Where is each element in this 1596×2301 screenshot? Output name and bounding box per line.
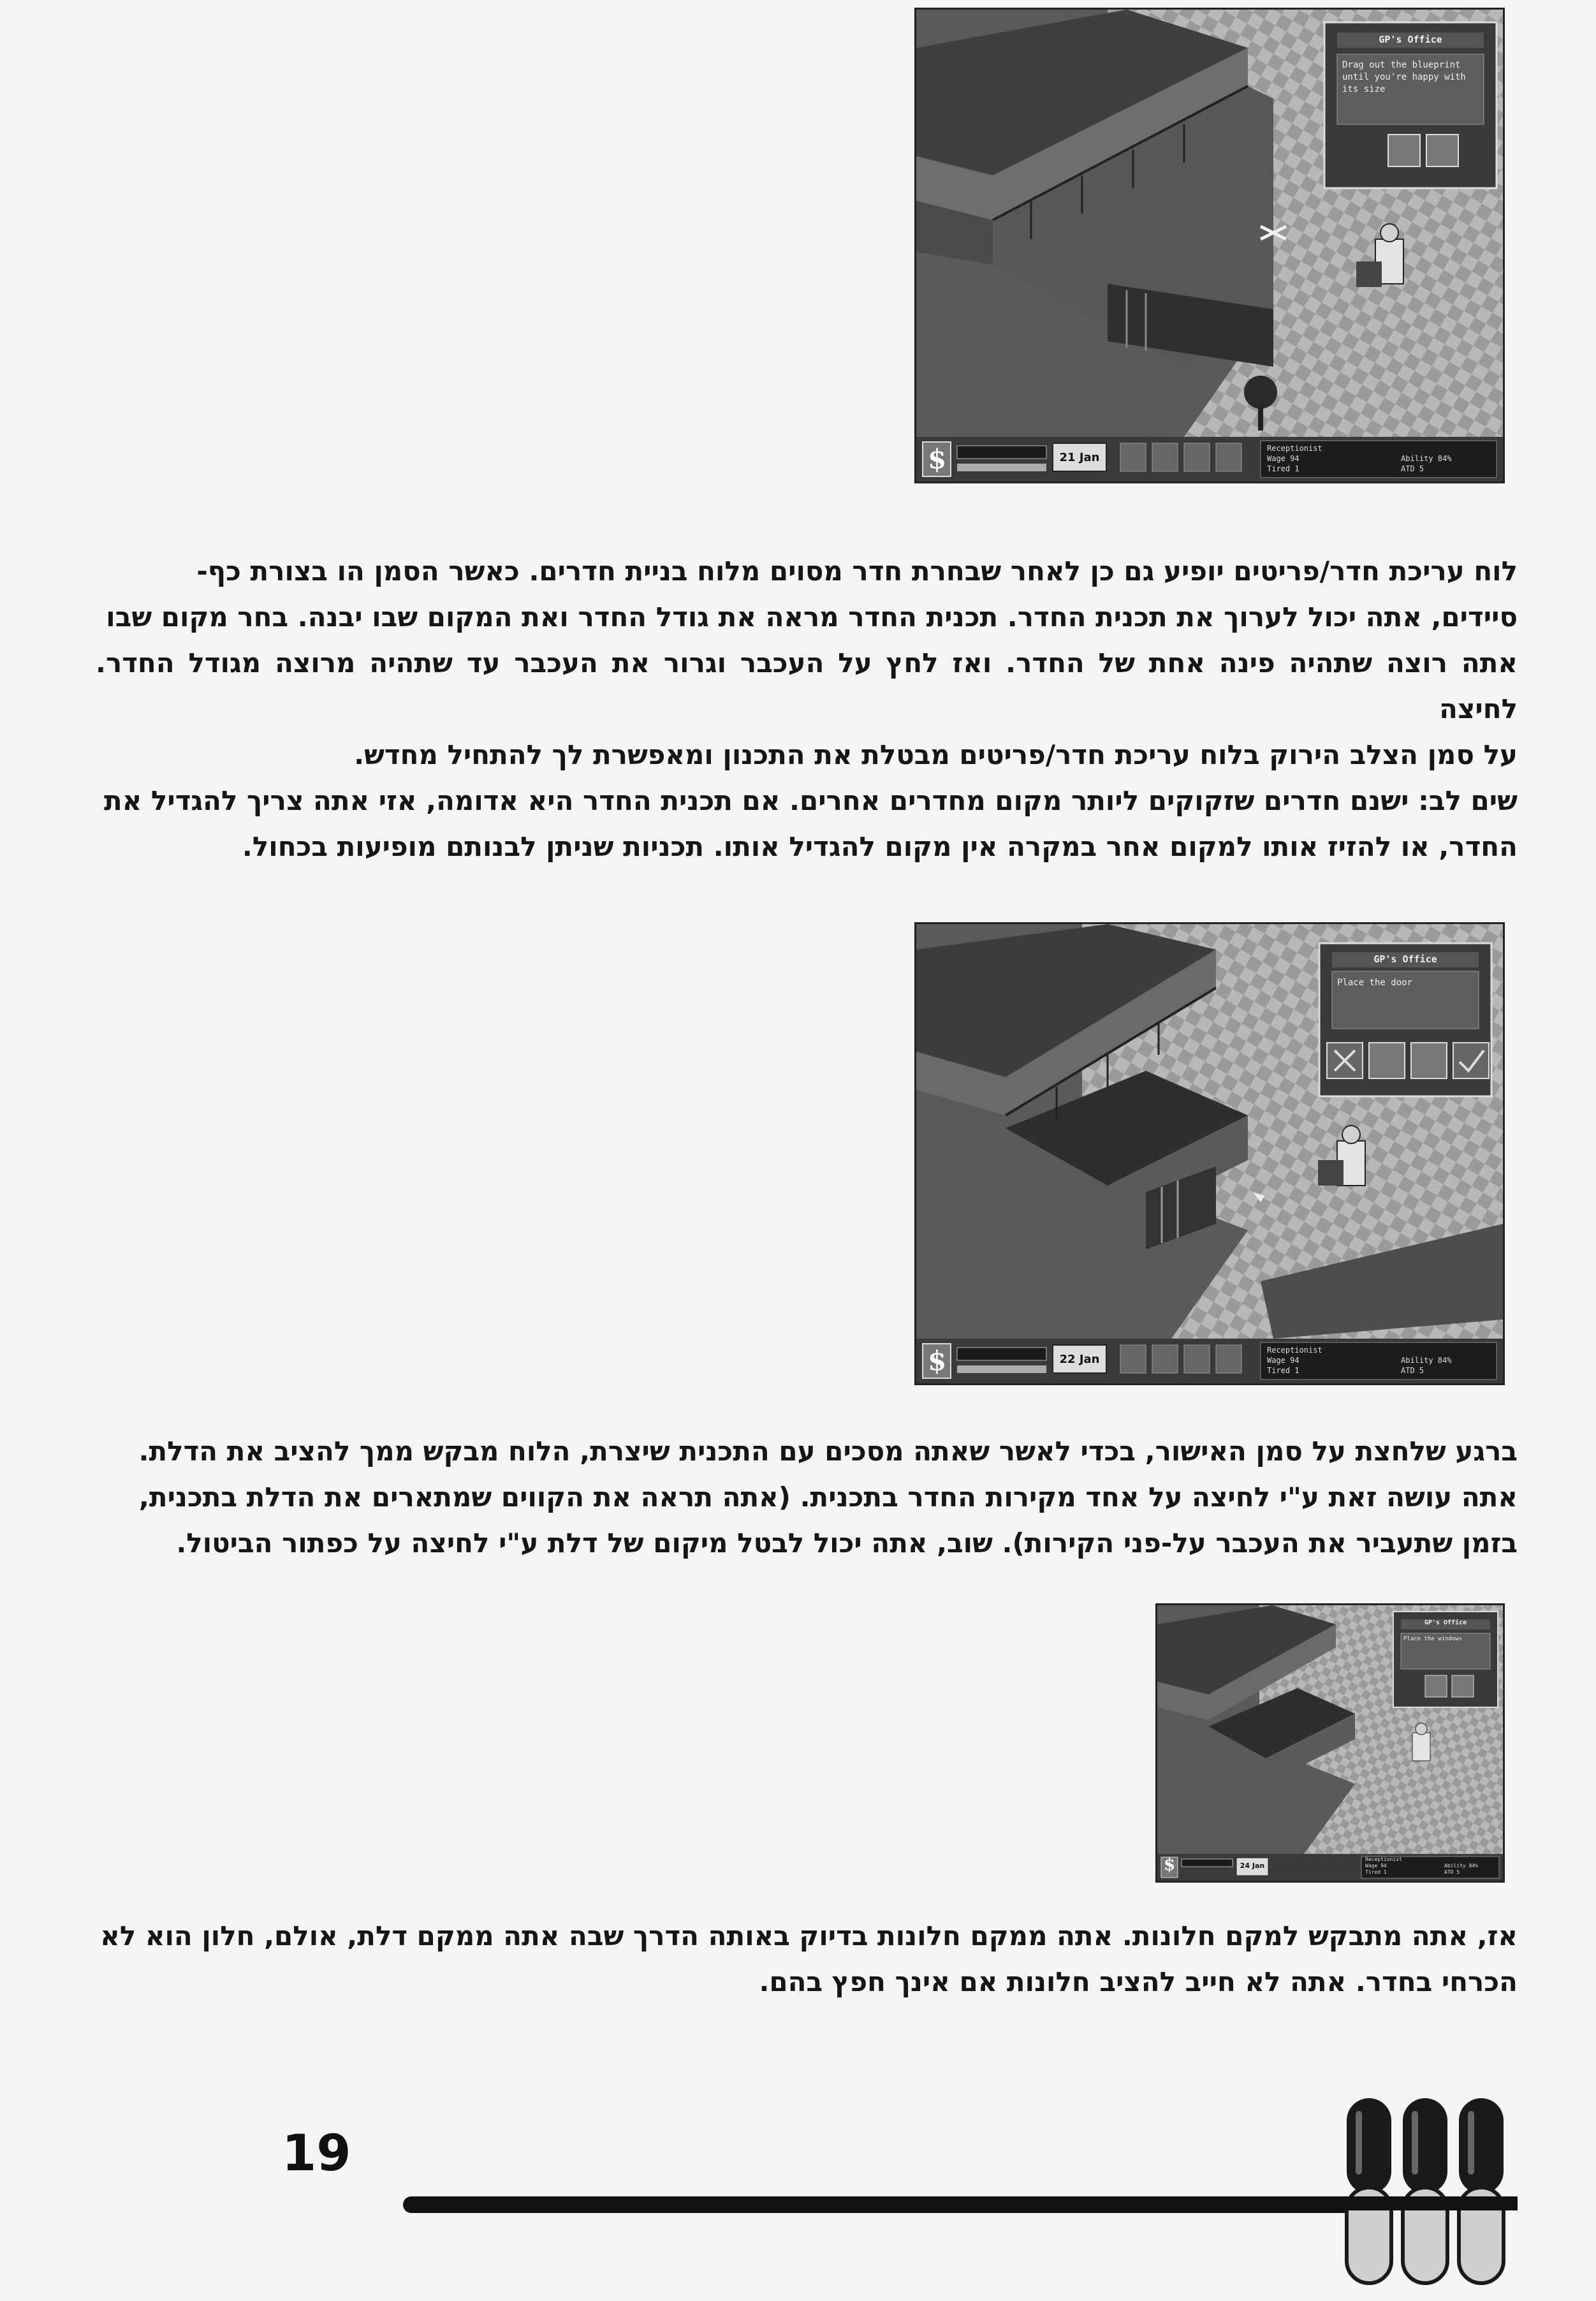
capsule-pills-icon (1339, 2092, 1530, 2296)
money-icon[interactable]: $ (928, 443, 947, 474)
panel-instructions: Place the windows (1403, 1636, 1463, 1642)
page-number: 19 (282, 2125, 351, 2182)
panel-instructions: Place the door (1337, 978, 1413, 988)
paragraph-room-editing (96, 548, 1518, 870)
staff-status-left: Receptionist Wage 94 Tired 1 (1267, 444, 1322, 473)
money-icon[interactable]: $ (928, 1345, 947, 1376)
game-screenshot-2 (914, 922, 1505, 1385)
game-screenshot-1 (914, 8, 1505, 483)
game-screenshot-3 (1155, 1603, 1505, 1883)
staff-status-left: Receptionist Wage 94 Tired 1 (1267, 1346, 1322, 1375)
staff-icon[interactable] (1452, 1675, 1474, 1697)
blueprint-icon[interactable] (1425, 1675, 1447, 1697)
text-line: על סמן הצלב הירוק בלוח עריכת חדר/פריטים מבטלת את התכנון ומאפשרת לך להתחיל מחדש. (354, 739, 1518, 770)
text-line: אתה עושה זאת ע"י לחיצה על אחד מקירות החדר בתכנית. (אתה תראה את הקווים שמתארים את הדלת בתכנית, (138, 1481, 1518, 1513)
date-display: 24 Jan (1240, 1862, 1265, 1870)
text-line: ברגע שלחצת על סמן האישור, בכדי לאשר שאתה מסכים עם התכנית שיצרת, הלוח מבקש ממך להציב את הדלת. (138, 1436, 1518, 1467)
text-line: הכרחי בחדר. אתה לא חייב להציב חלונות אם אינך חפץ בהם. (759, 1966, 1518, 1997)
panel-title: GP's Office (1373, 953, 1437, 965)
isometric-hospital-view (916, 924, 1503, 1383)
staff-icon[interactable] (1411, 1043, 1447, 1078)
paragraph-door-placement (96, 1429, 1518, 1566)
staff-status-right: Ability 84% ATD 5 (1401, 454, 1452, 473)
text-line: לוח עריכת חדר/פריטים יופיע גם כן לאחר שבחרת חדר מסוים מלוח בניית חדרים. כאשר הסמן הו בצורת כף- (196, 555, 1518, 587)
text-line: אז, אתה מתבקש למקם חלונות. אתה ממקם חלונות בדיוק באותה הדרך שבה אתה ממקם דלת, אולם, חלון הוא לא (100, 1920, 1518, 1952)
staff-status-right: Ability 84% ATD 5 (1401, 1356, 1452, 1375)
text-line: שים לב: ישנם חדרים שזקוקים ליותר מקום מחדרים אחרים. אם תכנית החדר היא אדומה, אזי אתה צריך להגדיל את (104, 785, 1518, 816)
blueprint-icon[interactable] (1388, 135, 1420, 166)
money-icon[interactable]: $ (1164, 1855, 1176, 1874)
panel-title: GP's Office (1379, 34, 1442, 45)
text-line: החדר, או להזיז אותו למקום אחר במקרה אין מקום להגדיל אותו. תכניות שניתן לבנותם מופיעות בכחול. (242, 831, 1518, 862)
panel-title: GP's Office (1424, 1619, 1467, 1626)
date-display: 22 Jan (1059, 1353, 1100, 1366)
footer-rule (403, 2196, 1366, 2213)
text-line: סיידים, אתה יכול לערוך את תכנית החדר. תכנית החדר מראה את גודל החדר ואת המקום שבו יבנה. בחר מקום שבו (106, 601, 1518, 633)
staff-status-left: Receptionist Wage 94 Tired 1 (1365, 1856, 1402, 1875)
staff-icon[interactable] (1426, 135, 1458, 166)
text-line: אתה רוצה שתהיה פינה אחת של החדר. ואז לחץ על העכבר וגרור את העכבר עד שתהיה מרוצה מגודל החדר. לחיצה (96, 647, 1518, 724)
paragraph-window-placement (96, 1913, 1518, 2005)
staff-status-right: Ability 84% ATD 5 (1444, 1863, 1478, 1875)
isometric-hospital-view (1157, 1605, 1503, 1881)
blueprint-icon[interactable] (1369, 1043, 1405, 1078)
panel-instructions: Drag out the blueprint until you're happy with its size (1342, 60, 1466, 94)
text-line: בזמן שתעביר את העכבר על-פני הקירות). שוב, אתה יכול לבטל מיקום של דלת ע"י לחיצה על כפתור הביטול. (176, 1527, 1518, 1559)
date-display: 21 Jan (1059, 451, 1100, 464)
confirm-tick-icon[interactable] (1453, 1043, 1489, 1078)
